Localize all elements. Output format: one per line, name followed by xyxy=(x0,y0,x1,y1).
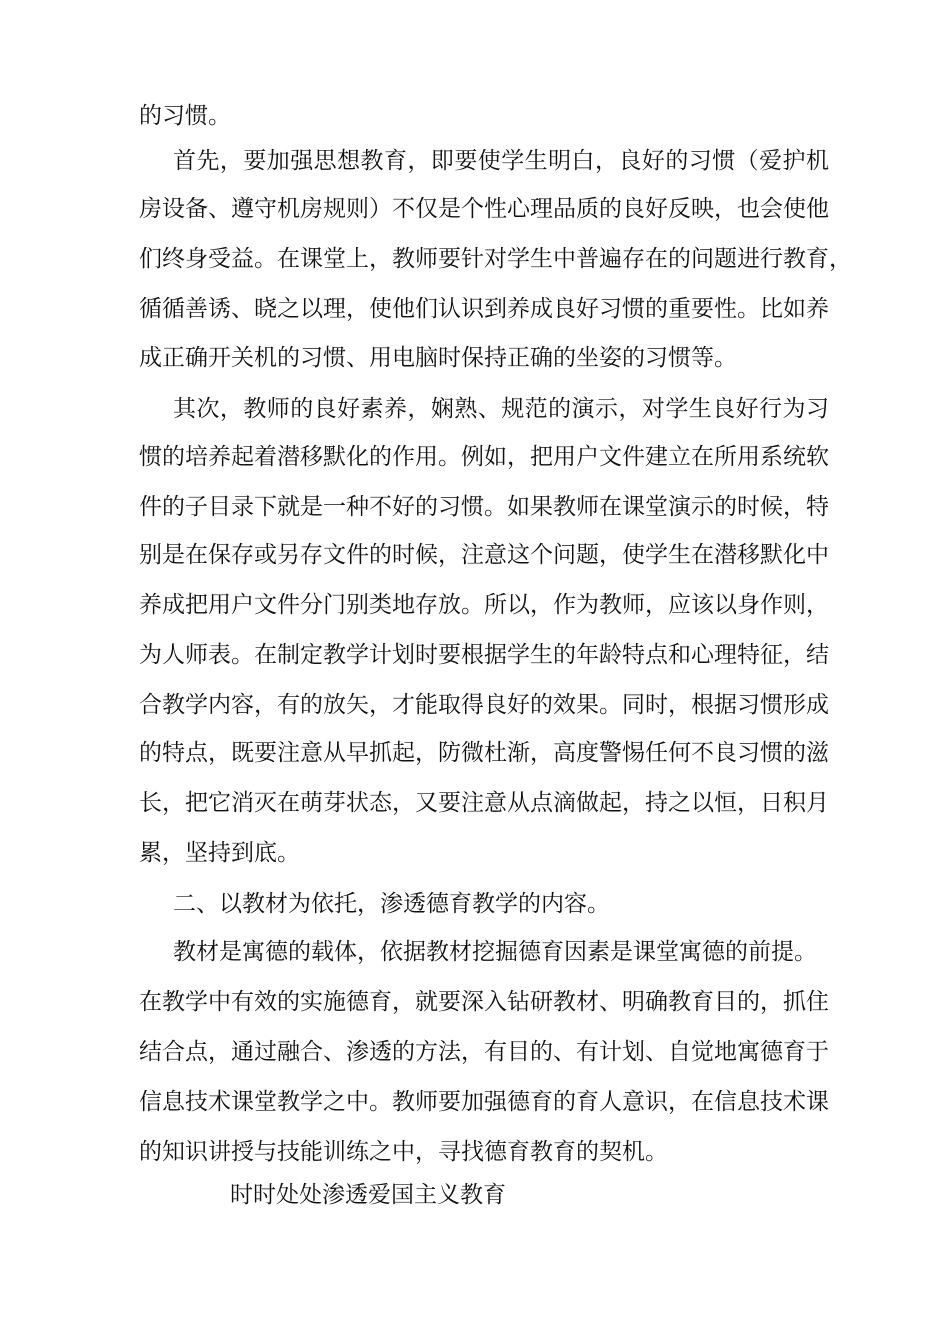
text-line: 养成把用户文件分门别类地存放。所以，作为教师，应该以身作则， xyxy=(139,592,829,618)
text-line: 们终身受益。在课堂上，教师要针对学生中普遍存在的问题进行教育， xyxy=(139,246,852,272)
text-line: 件的子目录下就是一种不好的习惯。如果教师在课堂演示的时候，特 xyxy=(139,494,829,520)
text-line: 的知识讲授与技能训练之中，寻找德育教育的契机。 xyxy=(139,1139,668,1165)
text-line: 为人师表。在制定教学计划时要根据学生的年龄特点和心理特征，结 xyxy=(139,642,829,668)
text-line: 别是在保存或另存文件的时候，注意这个问题，使学生在潜移默化中 xyxy=(139,542,829,568)
text-line: 在教学中有效的实施德育，就要深入钻研教材、明确教育目的，抓住 xyxy=(139,989,829,1015)
text-line: 房设备、遵守机房规则）不仅是个性心理品质的良好反映，也会使他 xyxy=(139,196,829,222)
text-line: 合教学内容，有的放矢，才能取得良好的效果。同时，根据习惯形成 xyxy=(139,692,829,718)
text-line: 信息技术课堂教学之中。教师要加强德育的育人意识，在信息技术课 xyxy=(139,1089,829,1115)
paragraph-first-line: 其次，教师的良好素养，娴熟、规范的演示，对学生良好行为习 xyxy=(173,396,829,422)
text-line: 成正确开关机的习惯、用电脑时保持正确的坐姿的习惯等。 xyxy=(139,345,737,371)
paragraph-first-line: 教材是寓德的载体，依据教材挖掘德育因素是课堂寓德的前提。 xyxy=(173,939,817,965)
text-line: 累，坚持到底。 xyxy=(139,840,300,866)
text-line: 长，把它消灭在萌芽状态，又要注意从点滴做起，持之以恒，日积月 xyxy=(139,790,829,816)
text-line: 的习惯。 xyxy=(139,103,231,129)
paragraph-first-line: 首先，要加强思想教育，即要使学生明白，良好的习惯（爱护机 xyxy=(173,148,829,174)
subsection-heading: 时时处处渗透爱国主义教育 xyxy=(230,1182,506,1208)
text-line: 循循善诱、晓之以理，使他们认识到养成良好习惯的重要性。比如养 xyxy=(139,296,829,322)
text-line: 的特点，既要注意从早抓起，防微杜渐，高度警惕任何不良习惯的滋 xyxy=(139,740,829,766)
text-line: 结合点，通过融合、渗透的方法，有目的、有计划、自觉地寓德育于 xyxy=(139,1039,829,1065)
text-line: 惯的培养起着潜移默化的作用。例如，把用户文件建立在所用系统软 xyxy=(139,444,829,470)
section-heading: 二、以教材为依托，渗透德育教学的内容。 xyxy=(173,891,610,917)
